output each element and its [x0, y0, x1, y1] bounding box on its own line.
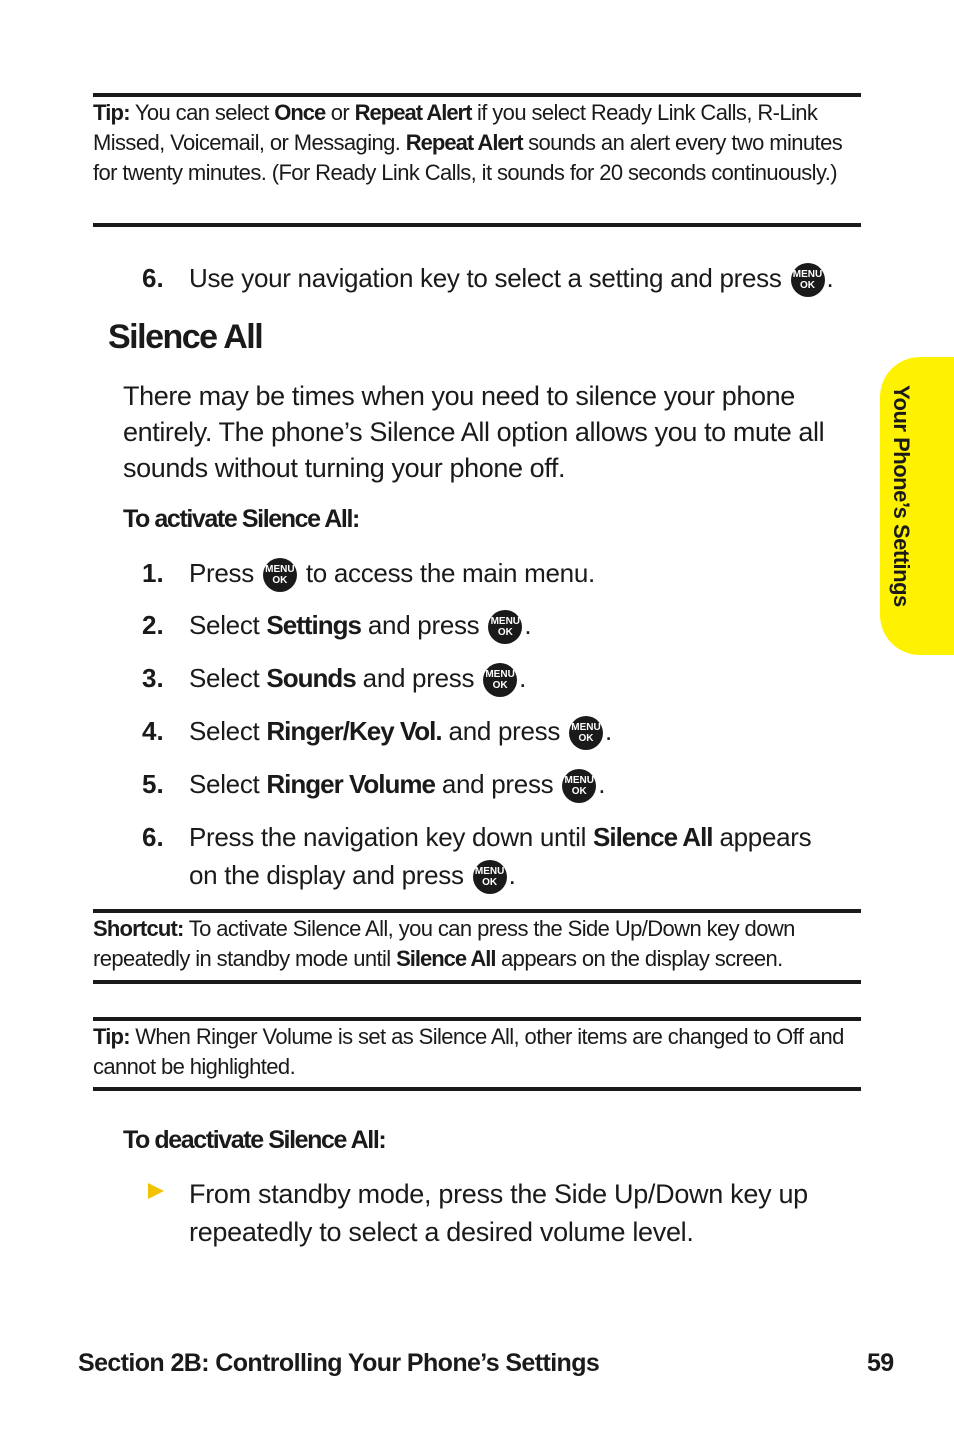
- prev-step-number: 6.: [142, 263, 164, 293]
- step-text: Select: [189, 663, 267, 693]
- step-text: to access the main menu.: [305, 558, 595, 588]
- step-number: 1.: [142, 558, 164, 588]
- shortcut-box: [93, 914, 861, 974]
- period: .: [524, 610, 532, 640]
- step-menu-item: Settings: [266, 610, 361, 640]
- step-menu-item: Ringer/Key Vol.: [266, 716, 442, 746]
- rule-top-2: [93, 223, 861, 227]
- prev-step-label: Use your navigation key to select a setting and press: [189, 263, 782, 293]
- tip-label: Tip:: [93, 100, 130, 125]
- intro-paragraph: There may be times when you need to silence your phone entirely. The phone’s Silence All option allows you to mute all sounds without turning your phone off.: [123, 381, 825, 483]
- period: .: [598, 769, 606, 799]
- period: .: [508, 860, 516, 890]
- tip-repeat-alert: Repeat Alert: [354, 100, 472, 125]
- step-menu-item: Sounds: [266, 663, 356, 693]
- step-number: 6.: [142, 822, 164, 852]
- step-text: and press: [441, 716, 561, 746]
- period: .: [604, 716, 612, 746]
- tip-text: You can select: [129, 100, 275, 125]
- step-2: [189, 606, 531, 644]
- tip-box-1: [93, 98, 861, 188]
- tip-text: sounds an alert every two minutes for twenty minutes. (For Ready Link Calls, it sounds for 20 seconds continuously.): [93, 130, 843, 185]
- bullet-arrow-icon: [148, 1183, 164, 1199]
- menu-ok-key-icon: MENU OK: [263, 558, 297, 592]
- step-text: Select: [189, 610, 267, 640]
- activate-heading: To activate Silence All:: [123, 505, 359, 533]
- step-menu-item: Ringer Volume: [266, 769, 435, 799]
- section-heading: Silence All: [108, 318, 263, 356]
- period: .: [519, 663, 527, 693]
- rule-tip2-top: [93, 1017, 861, 1021]
- tip-text: if you select Ready Link Calls, R-Link Missed, Voicemail, or Messaging.: [93, 100, 818, 155]
- step-text: Press the navigation key down until: [189, 822, 593, 852]
- page-number: 59: [867, 1349, 894, 1377]
- step-menu-item: Silence All: [593, 822, 713, 852]
- rule-shortcut-bottom: [93, 980, 861, 984]
- step-text: and press: [360, 610, 480, 640]
- step-text: Select: [189, 716, 267, 746]
- step-text: on the display and press: [189, 860, 464, 890]
- rule-top-1: [93, 93, 861, 97]
- step-text: and press: [355, 663, 475, 693]
- deactivate-heading: To deactivate Silence All:: [123, 1126, 386, 1154]
- step-6: [189, 818, 811, 856]
- shortcut-silence-all: Silence All: [396, 946, 496, 971]
- step-number: 3.: [142, 663, 164, 693]
- rule-tip2-bottom: [93, 1087, 861, 1091]
- shortcut-text: appears on the display screen.: [495, 946, 783, 971]
- side-tab-label: Your Phone’s Settings: [889, 385, 914, 607]
- step-1: [189, 554, 595, 592]
- tip-repeat-alert-2: Repeat Alert: [405, 130, 523, 155]
- menu-ok-key-icon: MENU OK: [791, 263, 825, 297]
- tip-once: Once: [274, 100, 326, 125]
- step-number: 4.: [142, 716, 164, 746]
- step-3: [189, 659, 526, 697]
- menu-ok-key-icon: MENU OK: [562, 769, 596, 803]
- tip-label: Tip:: [93, 1024, 130, 1049]
- deactivate-text: From standby mode, press the Side Up/Down key up repeatedly to select a desired volume level.: [189, 1179, 808, 1247]
- step-text: and press: [434, 769, 554, 799]
- menu-ok-key-icon: MENU OK: [483, 663, 517, 697]
- shortcut-label: Shortcut:: [93, 916, 184, 941]
- period: .: [826, 263, 834, 293]
- menu-ok-key-icon: MENU OK: [569, 716, 603, 750]
- step-text: Press: [189, 558, 254, 588]
- tip-box-2: [93, 1022, 861, 1082]
- step-number: 5.: [142, 769, 164, 799]
- step-number: 2.: [142, 610, 164, 640]
- step-text: Select: [189, 769, 267, 799]
- step-5: [189, 765, 605, 803]
- footer-section: Section 2B: Controlling Your Phone’s Settings: [78, 1349, 600, 1377]
- step-6-line-2: [189, 856, 516, 894]
- tip-text: or: [325, 100, 355, 125]
- menu-ok-key-icon: MENU OK: [488, 610, 522, 644]
- menu-ok-key-icon: MENU OK: [473, 860, 507, 894]
- step-text: appears: [712, 822, 812, 852]
- prev-step-text: [189, 259, 833, 297]
- step-4: [189, 712, 612, 750]
- tip-text: When Ringer Volume is set as Silence All, other items are changed to Off and cannot be highlighted.: [93, 1024, 844, 1079]
- rule-shortcut-top: [93, 909, 861, 913]
- shortcut-text: To activate Silence All, you can press the Side Up/Down key down repeatedly in standby mode until: [93, 916, 795, 971]
